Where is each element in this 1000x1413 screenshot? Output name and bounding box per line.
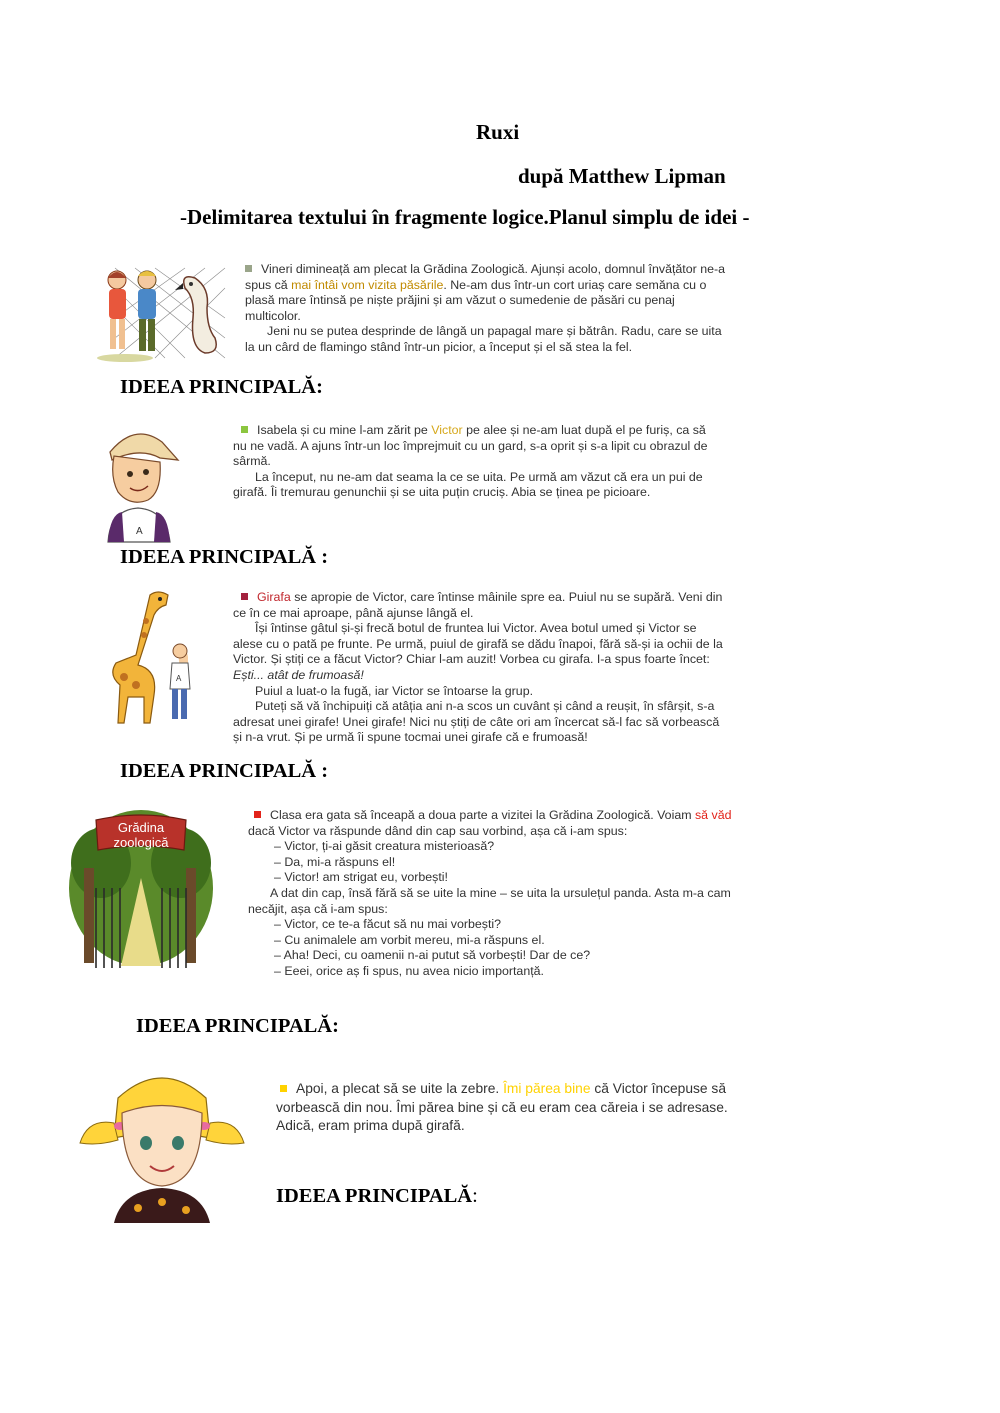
- zoo-sign-line-1: Grădina: [117, 820, 165, 835]
- girl-with-pigtails-illustration: [78, 1068, 246, 1223]
- fragment-3-paragraph-4: Puteți să vă închipuiți că atâția ani n-a scos un cuvânt și când a reușit, în sfârșit, s-a adresat unei girafe! Unei girafe! Nici nu știți de câte ori am încercat să-l fac să vorbească și n-a vrut. Și pe urmă îi spune tocmai unei girafe că e frumoasă!: [233, 699, 720, 745]
- fragment-5-sentence-a: Apoi, a plecat să se uite la zebre.: [296, 1081, 504, 1096]
- dialogue-line-5: – Cu animalele am vorbit mereu, mi-a răspuns el.: [274, 932, 545, 947]
- main-idea-label-2: IDEEA PRINCIPALĂ :: [120, 546, 329, 568]
- fragment-1-highlight: mai întâi vom vizita păsările: [291, 277, 444, 292]
- fragment-3-highlight: Girafa: [257, 590, 291, 604]
- fragment-1-sentence-b: . Ne-am dus într-un cort uriaș care semăna cu o plasă mare întinsă pe niște prăjini și am văzut o sumedenie de păsări cu penaj multicolor.: [245, 277, 707, 323]
- svg-text:A: A: [136, 526, 143, 537]
- fragment-5-sentence-b: că Victor începuse să vorbească din nou. Îmi părea bine și că eu eram cea căreia i se adresase. Adică, eram prima după girafă.: [276, 1081, 728, 1133]
- fragment-2-paragraph-2: La început, nu ne-am dat seama la ce se uita. Pe urmă am văzut că era un pui de girafă. Îi tremurau genunchii și se uita puțin cruciș. Abia se ținea pe picioare.: [233, 469, 703, 500]
- document-subtitle: -Delimitarea textului în fragmente logice.Planul simplu de idei -: [180, 205, 750, 229]
- fragment-5-highlight: Îmi părea bine: [503, 1081, 591, 1096]
- main-idea-label-5: [276, 1185, 478, 1208]
- document-title: Ruxi: [476, 120, 520, 144]
- main-idea-label-4: IDEEA PRINCIPALĂ:: [136, 1015, 339, 1037]
- dialogue-line-2: – Da, mi-a răspuns el!: [274, 854, 396, 869]
- fragment-1-text: [245, 262, 732, 356]
- zoo-sign-line-2: zoologică: [113, 835, 169, 850]
- fragment-3-paragraph-2: Își întinse gâtul și-și frecă botul de fruntea lui Victor. Avea botul umed și Victor se alese cu o pată pe frunte. Pe urmă, puiul de girafă se dădu înapoi, fără să-și ia ochii de la Victor. Și știți ce a făcut Victor? Chiar l-am auzit! Vorbea cu girafa. I-a spus foarte încet:: [233, 621, 723, 667]
- dialogue-line-7: – Eeei, orice aș fi spus, nu avea nicio importanță.: [274, 963, 544, 978]
- main-idea-label-5-text: IDEEA PRINCIPALĂ: [276, 1185, 473, 1207]
- fragment-3-quote: Ești... atât de frumoasă!: [233, 667, 364, 682]
- bullet-4: [254, 811, 261, 818]
- main-idea-label-3: IDEEA PRINCIPALĂ :: [120, 760, 329, 782]
- svg-text:A: A: [176, 674, 182, 683]
- fragment-4-sentence-a: Clasa era gata să înceapă a doua parte a vizitei la Grădina Zoologică. Voiam: [270, 808, 695, 822]
- fragment-5-text: [276, 1080, 766, 1136]
- dialogue-line-3: – Victor! am strigat eu, vorbești!: [274, 870, 449, 885]
- document-author: după Matthew Lipman: [518, 164, 726, 188]
- fragment-4-text: [248, 808, 738, 980]
- fragment-3-text: [233, 590, 723, 746]
- fragment-2-sentence-b: pe alee și ne-am luat după el pe furiș, ca să nu ne vadă. A ajuns într-un loc împrejmuit cu un gard, s-a oprit și s-a lipit cu obrazul de sârmă.: [233, 423, 708, 469]
- fragment-4-sentence-b: dacă Victor va răspunde dând din cap sau vorbind, așa că i-am spus:: [248, 823, 628, 838]
- fragment-4-highlight: să văd: [694, 808, 732, 822]
- fragment-2-text: [233, 423, 721, 501]
- zoo-gate-illustration: [66, 808, 216, 973]
- fragment-2-sentence-a: Isabela și cu mine l-am zărit pe: [257, 423, 432, 437]
- bullet-3: [241, 593, 248, 600]
- giraffe-and-boy-illustration: [88, 585, 198, 725]
- children-and-flamingo-illustration: [95, 258, 230, 363]
- fragment-1-sentence-a: Vineri dimineață am plecat la Grădina Zoologică. Ajunși acolo, domnul învățător ne-a spus că: [245, 262, 725, 292]
- fragment-2-highlight: Victor: [431, 423, 463, 437]
- boy-with-cap-illustration: [100, 422, 180, 542]
- main-idea-label-5-colon: :: [472, 1185, 478, 1207]
- fragment-1-paragraph-2: Jeni nu se putea desprinde de lângă un papagal mare și bătrân. Radu, care se uita la un cârd de flamingo stând într-un picior, a început și el să stea la fel.: [245, 324, 722, 354]
- dialogue-line-6: – Aha! Deci, cu oamenii n-ai putut să vorbești! Dar de ce?: [274, 948, 591, 963]
- fragment-3-sentence-a: se apropie de Victor, care întinse mâinile spre ea. Puiul nu se supără. Veni din ce în ce mai aproape, până ajunse lângă el.: [233, 590, 723, 620]
- bullet-2: [241, 426, 248, 433]
- bullet-5: [280, 1085, 287, 1092]
- main-idea-label-1: IDEEA PRINCIPALĂ:: [120, 376, 323, 398]
- fragment-3-paragraph-3: Puiul a luat-o la fugă, iar Victor se întoarse la grup.: [255, 683, 534, 698]
- dialogue-line-1: – Victor, ți-ai găsit creatura misterioasă?: [274, 839, 495, 854]
- bullet-1: [245, 265, 252, 272]
- fragment-4-paragraph-2: A dat din cap, însă fără să se uite la mine – se uita la ursulețul panda. Asta m-a cam necăjit, așa că i-am spus:: [248, 885, 731, 916]
- dialogue-line-4: – Victor, ce te-a făcut să nu mai vorbești?: [274, 917, 502, 932]
